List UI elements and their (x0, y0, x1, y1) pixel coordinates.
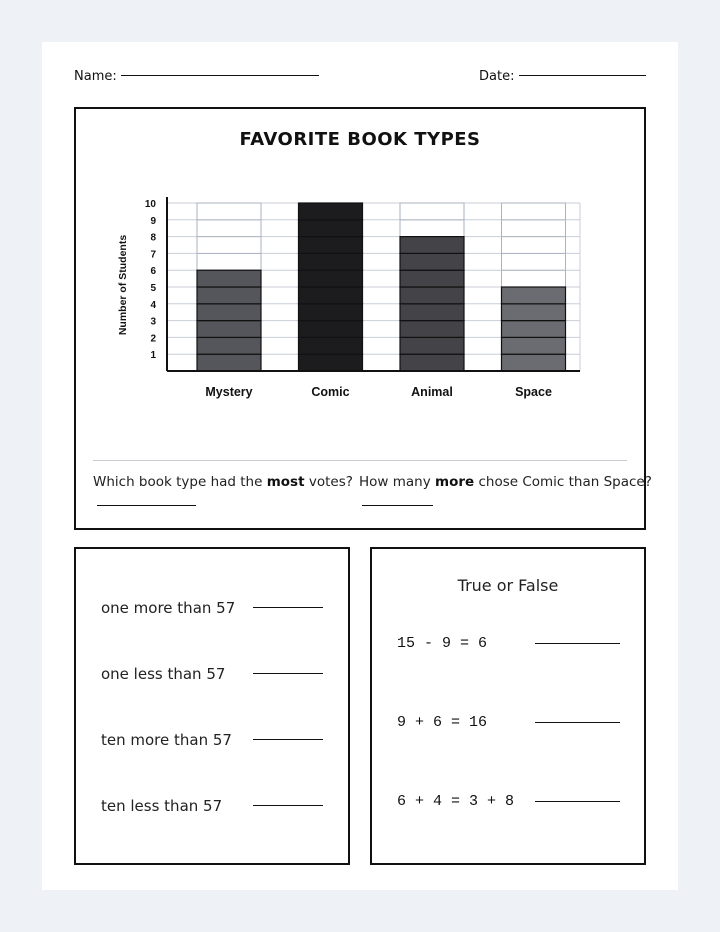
category-label: Animal (411, 385, 453, 399)
name-line[interactable] (121, 75, 319, 76)
y-tick-label: 5 (150, 283, 156, 294)
empty-cell (502, 270, 566, 287)
answer-line[interactable] (535, 643, 620, 644)
y-tick-label: 10 (144, 199, 156, 210)
bar-cell (197, 354, 261, 371)
bar-cell (197, 304, 261, 321)
answer-line-comic-vs-space[interactable] (362, 505, 433, 506)
divider (93, 460, 627, 461)
y-tick-label: 3 (150, 316, 156, 328)
empty-cell (502, 253, 566, 270)
y-tick-label: 6 (150, 266, 156, 278)
empty-cell (502, 203, 566, 220)
category-label: Comic (311, 385, 350, 399)
bar-cell (400, 354, 464, 371)
empty-cell (400, 203, 464, 220)
true-false-box (370, 547, 646, 865)
bar-cell (400, 270, 464, 287)
answer-line[interactable] (535, 722, 620, 723)
y-tick-label: 1 (150, 350, 156, 362)
empty-cell (197, 220, 261, 237)
bar-cell (197, 321, 261, 338)
empty-cell (197, 253, 261, 270)
answer-line[interactable] (253, 607, 323, 608)
true-false-title: True or False (457, 576, 559, 595)
y-tick-label: 8 (150, 232, 156, 244)
chart-title: FAVORITE BOOK TYPES (239, 129, 481, 150)
equation: 15 - 9 = 6 (397, 635, 488, 652)
category-label: Mystery (205, 385, 253, 399)
bar-cell (299, 270, 363, 287)
bar-cell (400, 237, 464, 254)
place-item: ten more than 57 (101, 731, 232, 749)
date-label: Date: (479, 69, 515, 84)
question-emphasis: more (435, 474, 475, 490)
answer-line[interactable] (535, 801, 620, 802)
bar-cell (299, 337, 363, 354)
bar-cell (299, 237, 363, 254)
bar-chart (76, 109, 644, 528)
date-line[interactable] (519, 75, 646, 76)
answer-line[interactable] (253, 673, 323, 674)
bar-cell (502, 321, 566, 338)
empty-cell (197, 203, 261, 220)
bar-cell (197, 337, 261, 354)
question-text: chose Comic than Space? (474, 474, 652, 490)
question-text: Which book type had the (93, 474, 267, 490)
bar-cell (299, 321, 363, 338)
question-text: How many (359, 474, 436, 490)
bar-cell (299, 253, 363, 270)
bar-cell (299, 220, 363, 237)
question-comic-vs-space (359, 474, 652, 490)
place-item: one more than 57 (101, 599, 236, 617)
equation: 9 + 6 = 16 (397, 714, 488, 731)
bar-cell (400, 253, 464, 270)
bar-cell (299, 203, 363, 220)
place-item: one less than 57 (101, 665, 226, 683)
y-tick-label: 9 (150, 215, 156, 227)
question-most-votes (93, 474, 353, 490)
bar-cell (502, 287, 566, 304)
empty-cell (502, 237, 566, 254)
bar-cell (400, 304, 464, 321)
y-tick-label: 4 (150, 299, 156, 311)
place-value-box (74, 547, 350, 865)
bar-cell (502, 354, 566, 371)
bar-cell (400, 321, 464, 338)
name-label: Name: (74, 69, 117, 84)
bar-cell (299, 354, 363, 371)
bar-cell (299, 287, 363, 304)
bar-cell (400, 337, 464, 354)
question-text: votes? (304, 474, 353, 490)
y-tick-label: 7 (150, 249, 156, 261)
answer-line[interactable] (253, 739, 323, 740)
chart-box (74, 107, 652, 530)
equation: 6 + 4 = 3 + 8 (397, 793, 515, 810)
empty-cell (502, 220, 566, 237)
answer-line[interactable] (253, 805, 323, 806)
worksheet (42, 42, 678, 890)
bar-cell (502, 337, 566, 354)
empty-cell (400, 220, 464, 237)
bar-cell (400, 287, 464, 304)
bar-cell (197, 287, 261, 304)
category-label: Space (515, 385, 552, 399)
place-item: ten less than 57 (101, 797, 223, 815)
y-axis-label: Number of Students (117, 234, 129, 336)
bar-cell (502, 304, 566, 321)
bar-cell (197, 270, 261, 287)
bar-cell (299, 304, 363, 321)
answer-line-most-votes[interactable] (97, 505, 196, 506)
empty-cell (197, 237, 261, 254)
question-emphasis: most (266, 474, 305, 490)
y-tick-label: 2 (150, 333, 156, 345)
